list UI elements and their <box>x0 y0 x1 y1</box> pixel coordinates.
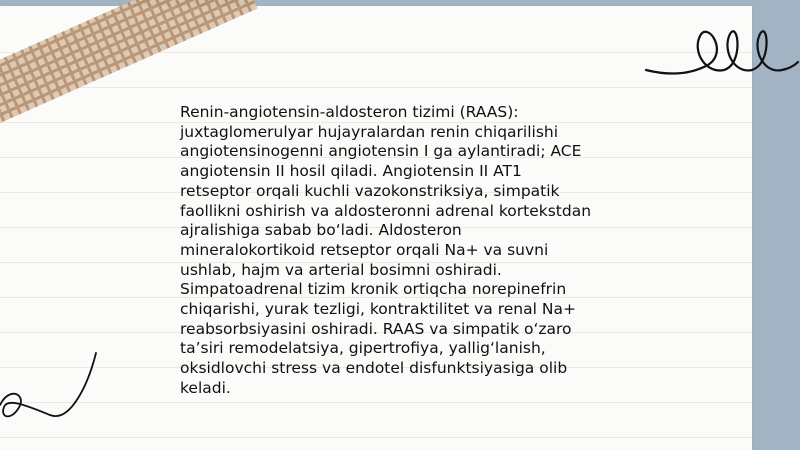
body-paragraph: Renin-angiotensin-aldosteron tizimi (RAAS): juxtaglomerulyar hujayralardan renin chiqarilishi angiotensinogenni angiotensin I ga aylantiradi; ACE angiotensin II hosil qiladi. Angiotensin II AT1 retseptor orqali kuchli vazokonstriksiya, simpatik faollikni oshirish va aldosteronni adrenal kortekstdan ajralishiga sabab bo‘ladi. Aldosteron mineralokortikoid retseptor orqali Na+ va suvni ushlab, hajm va arterial bosimni oshiradi. Simpatoadrenal tizim kronik ortiqcha norepinefrin chiqarishi, yurak tezligi, kontraktilitet va renal Na+ reabsorbsiyasini oshiradi. RAAS va simpatik o‘zaro ta’siri remodelatsiya, gipertrofiya, yallig‘lanish, oksidlovchi stress va endotel disfunktsiyasiga olib keladi. <box>180 103 592 397</box>
loop-doodle-icon <box>0 345 110 430</box>
loop-doodle-icon <box>640 14 800 84</box>
